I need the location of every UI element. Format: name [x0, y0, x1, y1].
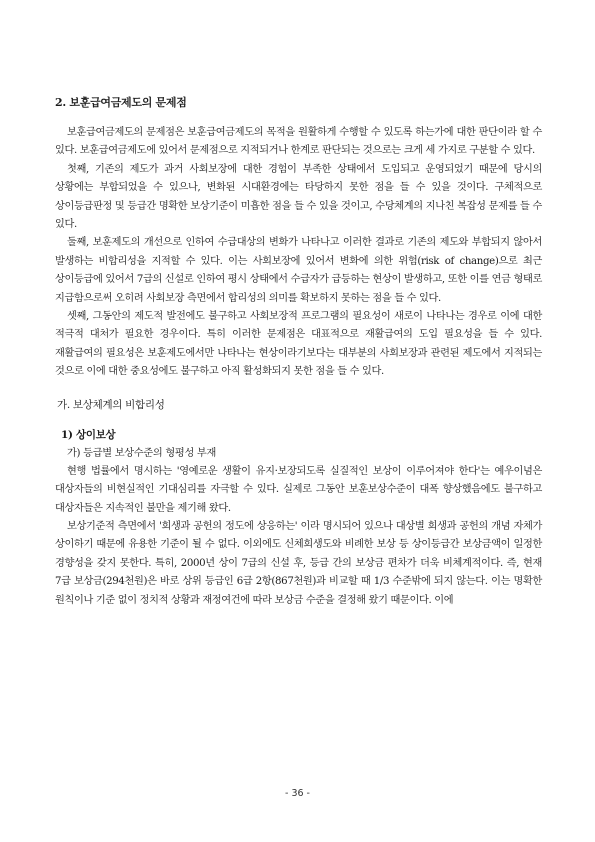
intro-paragraph: 보훈급여금제도의 문제점은 보훈급여금제도의 목적을 원활하게 수행할 수 있도록 하는가에 대한 판단이라 할 수 있다. 보훈급여금제도에 있어서 문제점으로 지적되거나 한계로 판단되는 것으로는 크게 세 가지로 구분할 수 있다.	[55, 127, 542, 157]
body-paragraph-1: 현행 법률에서 명시하는 '영예로운 생활이 유지·보장되도록 실질적인 보상이 이루어져야 한다'는 예우이념은 대상자들의 비현실적인 기대심리를 자극할 수 있다. 실제로 그동안 보훈보상수준이 대폭 향상했음에도 불구하고 대상자들은 지속적인 불만을 제기해 왔다.	[55, 465, 542, 514]
document-page	[55, 95, 542, 610]
section-heading: 2. 보훈급여금제도의 문제점	[55, 96, 187, 109]
point-paragraph-3: 셋째, 그동안의 제도적 발전에도 불구하고 사회보장적 프로그램의 필요성이 새로이 나타나는 경우로 이에 대한 적극적 대처가 필요한 경우이다. 특히 이러한 문제점은 대표적으로 재활급여의 도입 필요성을 들 수 있다. 재활급여의 필요성은 보훈제도에서만 나타나는 현상이라기보다는 대부분의 사회보장과 관련된 제도에서 지적되는 것으로 이에 대한 중요성에도 불구하고 아직 활성화되지 못한 점을 들 수 있다.	[55, 311, 542, 378]
subsection-heading: 가. 보상체계의 비합리성	[57, 398, 165, 411]
body-paragraph-2: 보상기준적 측면에서 '희생과 공헌의 정도에 상응하는' 이라 명시되어 있으나 대상별 희생과 공헌의 개념 자체가 상이하기 때문에 유용한 기준이 될 수 없다. 이외에도 신체희생도와 비례한 보상 등 상이등급간 보상금액이 일정한 경향성을 갖지 못한다. 특히, 2000년 상이 7급의 신설 후, 등급 간의 보상금 편차가 더욱 비체계적이다. 즉, 현재 7급 보상금(294천원)은 바로 상위 등급인 6급 2항(867천원)과 비교할 때 1/3 수준밖에 되지 않는다. 이는 명확한 원칙이나 기준 없이 정치적 상황과 재정여건에 따라 보상금 수준을 결정해 왔기 때문이다. 이에	[55, 520, 542, 606]
item-subheading: 가) 등급별 보상수준의 형평성 부재	[67, 447, 217, 459]
page-number: - 36 -	[285, 788, 310, 799]
item-heading: 1) 상이보상	[61, 428, 116, 441]
point-paragraph-2: 둘째, 보훈제도의 개선으로 인하여 수급대상의 변화가 나타나고 이러한 결과로 기존의 제도와 부합되지 않아서 발생하는 비합리성을 지적할 수 있다. 이는 사회보장에 있어서 변화에 의한 위험(risk of change)으로 최근 상이등급에 있어서 7급의 신설로 인하여 평시 상태에서 수급자가 급등하는 현상이 발생하고, 또한 이를 연금 형태로 지급함으로써 오히려 사회보장 측면에서 합리성의 의미를 확보하지 못하는 점을 들 수 있다.	[55, 237, 542, 304]
point-paragraph-1: 첫째, 기존의 제도가 과거 사회보장에 대한 경험이 부족한 상태에서 도입되고 운영되었기 때문에 당시의 상황에는 부합되었을 수 있으나, 변화된 시대환경에는 타당하지 못한 점을 들 수 있을 것이다. 구체적으로 상이등급판정 및 등급간 명확한 보상기준이 미흡한 점을 들 수 있을 것이고, 수당체계의 지나친 복잡성 문제를 들 수 있다.	[55, 163, 542, 231]
